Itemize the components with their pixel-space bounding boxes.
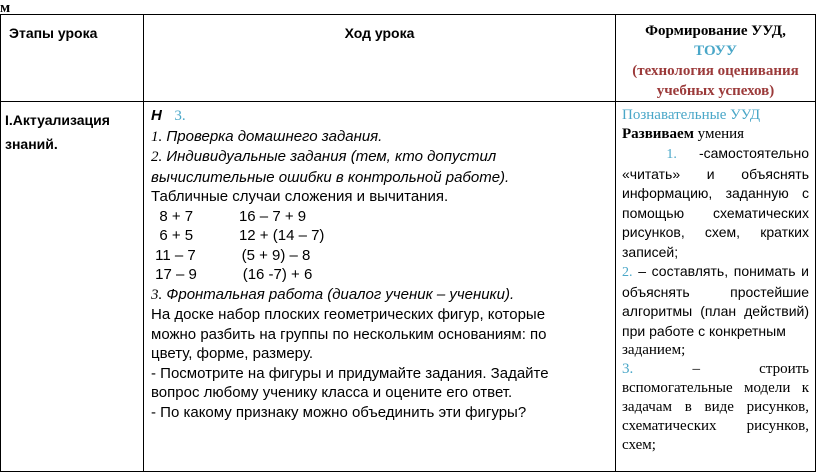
- calc-line: 6 + 5 12 + (14 – 7): [151, 227, 325, 244]
- lesson-head-num: 3.: [174, 108, 186, 124]
- stage-cell: [1, 102, 144, 472]
- stage-line2: знаний.: [5, 136, 58, 152]
- lesson-head: [151, 106, 615, 127]
- lesson-table: [0, 14, 816, 472]
- item2: 2. Индивидуальные задания (тем, кто допустил: [151, 148, 497, 165]
- uud-point-2: 2. – составлять, понимать и объяснять простейшие алгоритмы (план действий) при работе с конкретным: [622, 263, 810, 339]
- uud-point-1: 1. -самостоятельно «читать» и объяснять информацию, заданную с помощью схематических рисунков, схем, кратких записей;: [622, 145, 810, 260]
- stage-line1: I.Актуализация: [5, 112, 110, 128]
- header-row: [1, 15, 816, 102]
- body-row: [1, 102, 816, 472]
- header-touu-desc: (технология оценивания учебных успехов): [632, 63, 799, 99]
- lesson-head-letter: Н: [151, 107, 162, 124]
- item3: 3. Фронтальная работа (диалог ученик – ученики).: [151, 285, 515, 303]
- uud-cell: [616, 102, 816, 472]
- uud-point-3: 3. – строить вспомогательные модели к задачам в виде рисунков, схематических рисунков, схем;: [622, 361, 809, 453]
- uud-point-2-tail: заданием;: [622, 342, 686, 358]
- header-lesson-flow: Ход урока: [144, 15, 616, 102]
- para-line: На доске набор плоских геометрических фигур, которые: [151, 306, 546, 323]
- calc-line: 17 – 9 (16 -7) + 6: [151, 266, 313, 283]
- item1: 1. Проверка домашнего задания.: [151, 127, 383, 145]
- calc-line: 8 + 7 16 – 7 + 9: [151, 207, 307, 225]
- header-uud: [616, 15, 816, 102]
- calc-line: 11 – 7 (5 + 9) – 8: [151, 246, 311, 264]
- header-uud-title: Формирование УУД,: [645, 23, 786, 39]
- question-line: вопрос любому ученику класса и оцените его ответ.: [151, 384, 513, 401]
- para-line: цвету, форме, размеру.: [151, 345, 314, 362]
- para-line: можно разбить на группы по нескольким основаниям: по: [151, 325, 547, 343]
- header-touu: ТОУУ: [694, 43, 737, 59]
- question-line: - По какому признаку можно объединить эти фигуры?: [151, 403, 527, 421]
- uud-title: Познавательные УУД: [622, 107, 761, 123]
- table-cases: Табличные случаи сложения и вычитания.: [151, 188, 449, 205]
- header-stages: Этапы урока: [1, 15, 144, 102]
- question-line: - Посмотрите на фигуры и придумайте задания. Задайте: [151, 364, 549, 382]
- item2-cont: вычислительные ошибки в контрольной работе).: [151, 168, 510, 186]
- develop-line: Развиваем умения: [622, 126, 745, 142]
- corner-mark: м: [0, 0, 11, 16]
- lesson-cell: [144, 102, 616, 472]
